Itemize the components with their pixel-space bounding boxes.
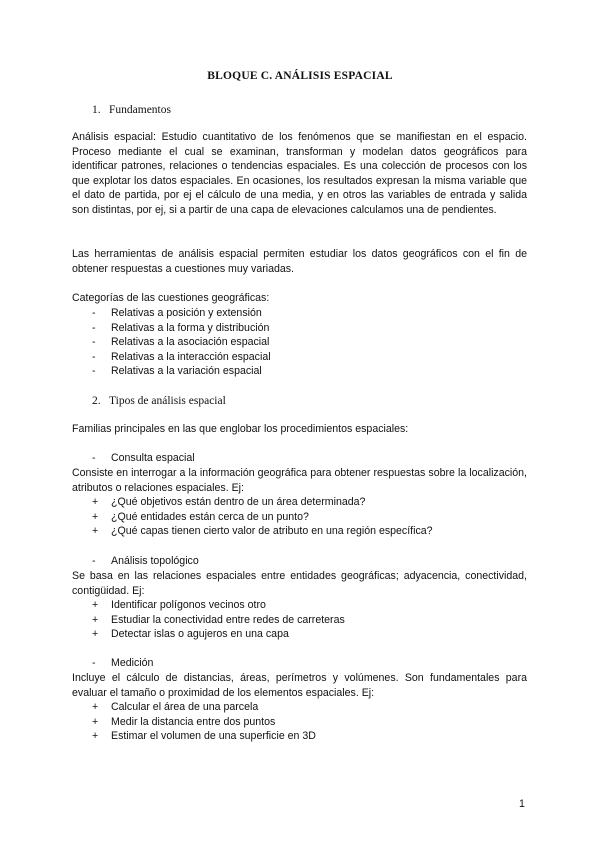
medicion-examples-list [92,700,522,744]
section-2-number: 2. [92,395,101,407]
list-item: + Calcular el área de una parcela [92,701,259,713]
plus-bullet: + [92,701,99,713]
document-title: BLOQUE C. ANÁLISIS ESPACIAL [207,70,393,82]
consulta-espacial-description: Consiste en interrogar a la información geográfica para obtener respuestas sobre la localización, atributos o relaciones espaciales. Ej: [72,467,527,494]
plus-bullet: + [92,496,99,508]
categories-list [92,306,522,379]
paragraph-analisis-espacial: Análisis espacial: Estudio cuantitativo de los fenómenos que se manifiestan en el espacio. Proceso mediante el cual se examinan, transforman y modelan datos geográficos para identificar patrones, relaciones o tendencias espaciales. Es una colección de procesos con los que explotar los datos espaciales. En ocasiones, los resultados expresan la misma variable que el dato de partida, por ej el cálculo de una media, y en otros las variables de entrada y salida son distintas, por ej, si a partir de una capa de elevaciones calculamos una de pendientes. [72,131,527,216]
list-item: + ¿Qué entidades están cerca de un punto? [92,510,309,523]
dash-bullet: - [92,657,96,669]
list-item: + ¿Qué objetivos están dentro de un área determinada? [92,496,366,508]
analisis-topologico-description: Se basa en las relaciones espaciales entre entidades geográficas; adyacencia, conectividad, contigüidad. Ej: [72,570,527,597]
list-item: + Medir la distancia entre dos puntos [92,715,276,728]
dash-bullet: - [92,321,96,334]
dash-bullet: - [92,555,96,567]
section-1-heading [92,103,171,118]
topologico-examples-list [92,598,522,642]
list-item: - Relativas a la asociación espacial [92,336,270,349]
dash-bullet: - [92,307,96,319]
categories-intro: Categorías de las cuestiones geográficas: [72,292,270,304]
list-item: + Identificar polígonos vecinos otro [92,599,266,611]
dash-bullet: - [92,365,96,378]
list-item: + Detectar islas o agujeros en una capa [92,628,289,641]
list-item: + Estudiar la conectividad entre redes de carreteras [92,613,345,626]
medicion-heading: - Medición [92,657,154,669]
list-item: - Relativas a la variación espacial [92,365,262,378]
plus-bullet: + [92,628,99,641]
section-2-title: Tipos de análisis espacial [109,395,226,407]
list-item: - Relativas a la interacción espacial [92,350,271,363]
plus-bullet: + [92,730,99,743]
page-number: 1 [519,798,525,810]
section-1-number: 1. [92,104,101,116]
plus-bullet: + [92,715,99,728]
medicion-description: Incluye el cálculo de distancias, áreas, perímetros y volúmenes. Son fundamentales para evaluar el tamaño o proximidad de los elementos espaciales. Ej: [72,672,527,699]
plus-bullet: + [92,525,99,538]
plus-bullet: + [92,510,99,523]
analisis-topologico-heading: - Análisis topológico [92,555,199,567]
list-item: + Estimar el volumen de una superficie en 3D [92,730,316,743]
plus-bullet: + [92,599,99,611]
list-item: - Relativas a la forma y distribución [92,321,270,334]
section-2-heading [92,394,226,409]
paragraph-herramientas: Las herramientas de análisis espacial permiten estudiar los datos geográficos con el fin de obtener respuestas a cuestiones muy variadas. [72,248,527,275]
dash-bullet: - [92,452,96,464]
section-2-intro: Familias principales en las que englobar los procedimientos espaciales: [72,423,409,435]
plus-bullet: + [92,613,99,626]
dash-bullet: - [92,336,96,349]
list-item: - Relativas a posición y extensión [92,307,262,319]
consulta-examples-list [92,495,522,539]
consulta-espacial-heading: - Consulta espacial [92,452,195,464]
list-item: + ¿Qué capas tienen cierto valor de atributo en una región específica? [92,525,433,538]
section-1-title: Fundamentos [109,104,171,116]
dash-bullet: - [92,350,96,363]
